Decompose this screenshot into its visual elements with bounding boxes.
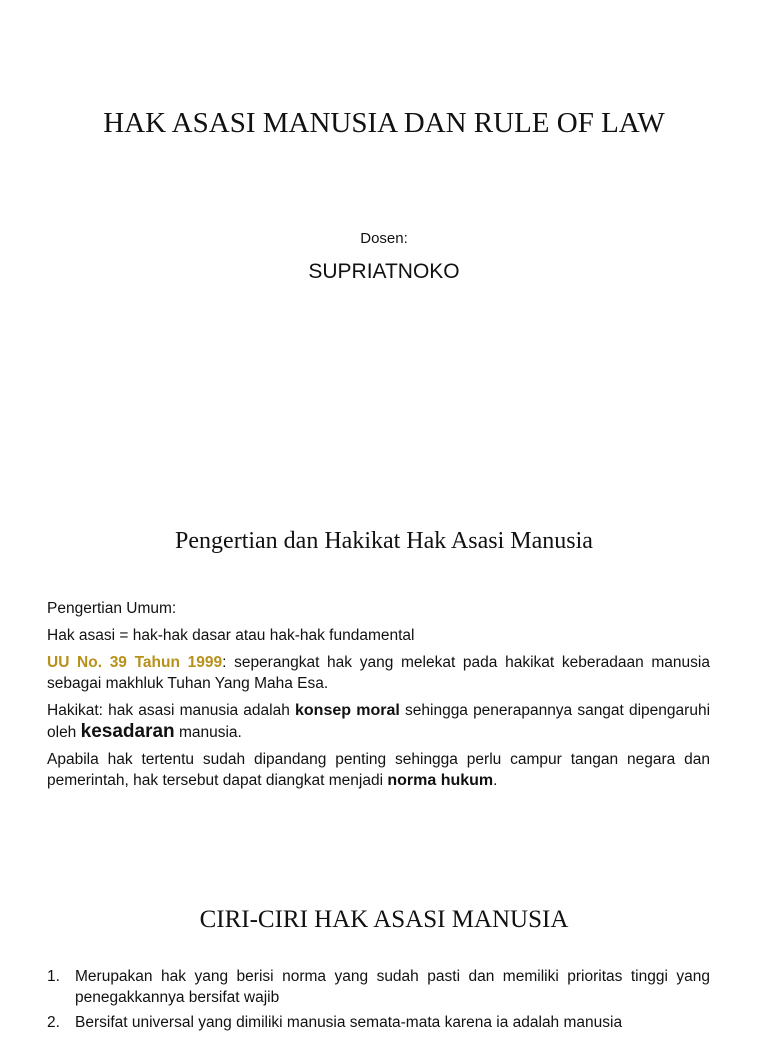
list-item-text: Bersifat universal yang dimiliki manusia semata-mata karena ia adalah manusia <box>75 1014 623 1031</box>
hakikat-text-b: sehingga penerapannya sangat dipengaruhi oleh <box>47 702 711 741</box>
uu-highlight: UU No. 39 Tahun 1999 <box>47 654 223 671</box>
dosen-label: Dosen: <box>360 230 408 247</box>
paragraph-uu <box>47 652 710 694</box>
hakikat-text-c: manusia. <box>174 724 242 741</box>
slide-title-heading: HAK ASASI MANUSIA DAN RULE OF LAW <box>103 107 665 139</box>
dosen-name: SUPRIATNOKO <box>308 260 460 283</box>
list-item <box>47 1012 710 1033</box>
paragraph-hakikat <box>47 700 710 743</box>
norma-hukum-emphasis: norma hukum <box>387 772 494 789</box>
paragraph-hak-asasi: Hak asasi = hak-hak dasar atau hak-hak fundamental <box>47 627 415 644</box>
paragraph-norma-hukum <box>47 749 710 791</box>
kesadaran-emphasis: kesadaran <box>80 721 175 742</box>
slide-title <box>0 0 768 500</box>
slide-pengertian <box>0 500 768 880</box>
slide-pengertian-body <box>47 598 710 797</box>
norma-text-a: Apabila hak tertentu sudah dipandang penting sehingga perlu campur tangan negara dan pemerintah, hak tersebut dapat diangkat menjadi <box>47 751 710 789</box>
slide-pengertian-heading: Pengertian dan Hakikat Hak Asasi Manusia <box>175 528 593 554</box>
slide-ciri-ciri <box>0 880 768 1031</box>
paragraph-pengertian-umum: Pengertian Umum: <box>47 600 177 617</box>
norma-text-b: . <box>493 772 498 789</box>
uu-definition: : seperangkat hak yang melekat pada hakikat keberadaan manusia sebagai makhluk Tuhan Yang Maha Esa. <box>47 654 710 692</box>
list-item <box>47 966 710 1008</box>
list-item-number: 1. <box>47 968 60 985</box>
hakikat-text-a: Hakikat: hak asasi manusia adalah <box>47 702 295 719</box>
konsep-moral-emphasis: konsep moral <box>295 702 400 719</box>
list-item-text: Merupakan hak yang berisi norma yang sudah pasti dan memiliki prioritas tinggi yang penegakkannya bersifat wajib <box>75 968 710 1006</box>
list-item-number: 2. <box>47 1014 60 1031</box>
slide-ciri-ciri-heading: CIRI-CIRI HAK ASASI MANUSIA <box>199 906 569 933</box>
ciri-ciri-list <box>47 966 710 1037</box>
